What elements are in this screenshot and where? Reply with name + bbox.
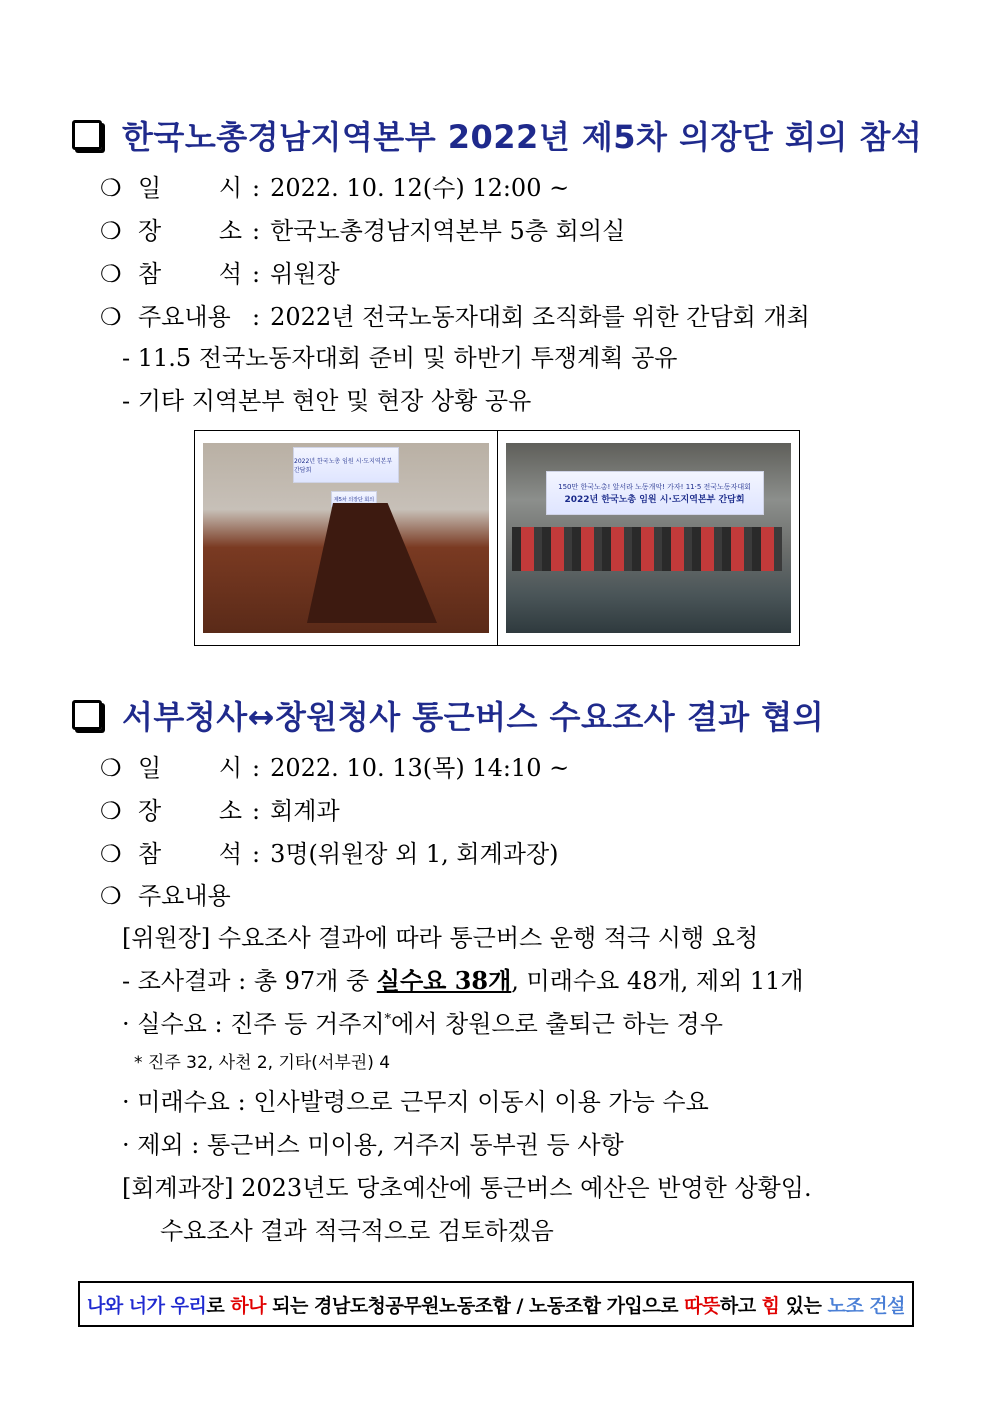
slogan-segment: 로 (206, 1294, 231, 1317)
section1-title (72, 112, 922, 158)
real-demand-suffix: 에서 창원으로 출퇴근 하는 경우 (391, 1010, 723, 1038)
union-slogan-box (78, 1281, 914, 1327)
circle-bullet-icon: ❍ (100, 797, 122, 825)
info-label-part: 일 (138, 174, 162, 202)
info-label-part: 석 (218, 840, 242, 868)
slogan-segment: 있는 (779, 1294, 828, 1317)
section1-info-row (100, 211, 625, 246)
colon-separator: : (252, 217, 261, 245)
info-value: 한국노총경남지역본부 5층 회의실 (270, 217, 626, 245)
colon-separator: : (252, 754, 261, 782)
meeting-photo-2-image (506, 443, 792, 633)
future-demand-item: · 미래수요 : 인사발령으로 근무지 이동시 이용 가능 수요 (122, 1088, 709, 1116)
info-value: 2022. 10. 12(수) 12:00 ~ (270, 174, 570, 202)
section2-info-row (100, 748, 569, 783)
photo1-sign-line: 제5차 의장단 회의 (333, 496, 375, 503)
section2-title (72, 692, 824, 738)
survey-result-highlight: 실수요 38개 (376, 966, 512, 995)
survey-result-suffix: , 미래수요 48개, 제외 11개 (511, 967, 804, 995)
circle-bullet-icon: ❍ (100, 260, 122, 288)
section2-title-text: 서부청사↔창원청사 통근버스 수요조사 결과 협의 (122, 698, 825, 736)
info-label (138, 297, 242, 332)
slogan-segment: 하고 (719, 1294, 762, 1317)
info-label (138, 748, 242, 783)
section1-info-row (100, 168, 569, 203)
photo1-banner (293, 447, 399, 483)
circle-bullet-icon: ❍ (100, 217, 122, 245)
slogan-segment: 되는 경남도청공무원노동조합 / 노동조합 가입으로 (266, 1294, 685, 1317)
photo2-banner (546, 471, 764, 515)
excluded-item: · 제외 : 통근버스 미이용, 거주지 동부권 등 사항 (122, 1131, 624, 1159)
info-label-part: 장 (138, 797, 162, 825)
photo-pair (194, 430, 800, 646)
meeting-photo-1 (195, 431, 497, 645)
slogan-segment: 나와 너가 (86, 1294, 171, 1317)
survey-result-prefix: - 조사결과 : 총 97개 중 (122, 967, 377, 995)
info-label-part: 시 (218, 754, 242, 782)
section1-info-row (100, 297, 810, 332)
info-label (138, 834, 242, 869)
section1-info-row (100, 254, 340, 289)
meeting-photo-1-image (203, 443, 489, 633)
conference-table (307, 503, 437, 623)
checkbox-icon (72, 700, 102, 730)
circle-bullet-icon: ❍ (100, 174, 122, 202)
circle-bullet-icon: ❍ (100, 840, 122, 868)
section1-item: - 11.5 전국노동자대회 준비 및 하반기 투쟁계획 공유 (122, 344, 678, 372)
info-label-part: 소 (218, 217, 242, 245)
photo1-banner-line: 2022년 한국노총 임원 시·도지역본부 간담회 (294, 458, 393, 474)
info-value: 회계과 (270, 797, 340, 825)
info-value: 2022. 10. 13(목) 14:10 ~ (270, 754, 570, 782)
checkbox-icon (72, 120, 102, 150)
footnote-mark: * (384, 1012, 392, 1027)
section1-item: - 기타 지역본부 현안 및 현장 상황 공유 (122, 387, 532, 415)
colon-separator: : (252, 174, 261, 202)
section2-info-row (100, 834, 559, 869)
info-value: 위원장 (270, 260, 340, 288)
photo2-banner-line: 2022년 한국노총 임원 시·도지역본부 간담회 (564, 494, 745, 505)
photo2-banner-line: 150만 한국노총! 앞서라 노동개악! 가자! 11·5 전국노동자대회 (558, 482, 751, 491)
info-label-part: 장 (138, 217, 162, 245)
info-label-part: 주요내용 (138, 882, 231, 910)
slogan-segment: 힘 (761, 1294, 780, 1317)
info-label-part: 주요내용 (138, 303, 231, 331)
manager-response-cont: 수요조사 결과 적극적으로 검토하겠음 (160, 1217, 554, 1245)
circle-bullet-icon: ❍ (100, 882, 122, 910)
colon-separator: : (252, 840, 261, 868)
info-value: 2022년 전국노동자대회 조직화를 위한 간담회 개최 (270, 303, 810, 331)
info-label (138, 168, 242, 203)
slogan-segment: 우리 (170, 1294, 207, 1317)
survey-result (122, 961, 804, 996)
footnote: * 진주 32, 사천 2, 기타(서부권) 4 (134, 1053, 391, 1073)
slogan-segment: 하나 (230, 1294, 267, 1317)
section1-title-text: 한국노총경남지역본부 2022년 제5차 의장단 회의 참석 (122, 118, 923, 156)
manager-response: [회계과장] 2023년도 당초예산에 통근버스 예산은 반영한 상황임. (122, 1174, 812, 1202)
info-label-part: 참 (138, 840, 162, 868)
circle-bullet-icon: ❍ (100, 303, 122, 331)
info-label (138, 254, 242, 289)
group-of-people (512, 527, 782, 571)
info-label-part: 석 (218, 260, 242, 288)
info-label-part: 일 (138, 754, 162, 782)
info-label (138, 211, 242, 246)
info-label-part: 참 (138, 260, 162, 288)
slogan-segment: 따뜻 (684, 1294, 720, 1317)
slogan-segment: 노조 건설 (827, 1294, 906, 1317)
info-label-part: 시 (218, 174, 242, 202)
info-label (138, 876, 242, 911)
info-value: 3명(위원장 외 1, 회계과장) (270, 840, 559, 868)
chair-request: [위원장] 수요조사 결과에 따라 통근버스 운행 적극 시행 요청 (122, 924, 759, 952)
real-demand-item (122, 1004, 723, 1039)
info-label (138, 791, 242, 826)
colon-separator: : (252, 797, 261, 825)
section2-info-row (100, 791, 340, 826)
circle-bullet-icon: ❍ (100, 754, 122, 782)
colon-separator: : (252, 260, 261, 288)
section2-info-row (100, 876, 242, 911)
real-demand-prefix: · 실수요 : 진주 등 거주지 (122, 1010, 385, 1038)
colon-separator: : (252, 303, 261, 331)
meeting-photo-2 (497, 431, 800, 645)
info-label-part: 소 (218, 797, 242, 825)
